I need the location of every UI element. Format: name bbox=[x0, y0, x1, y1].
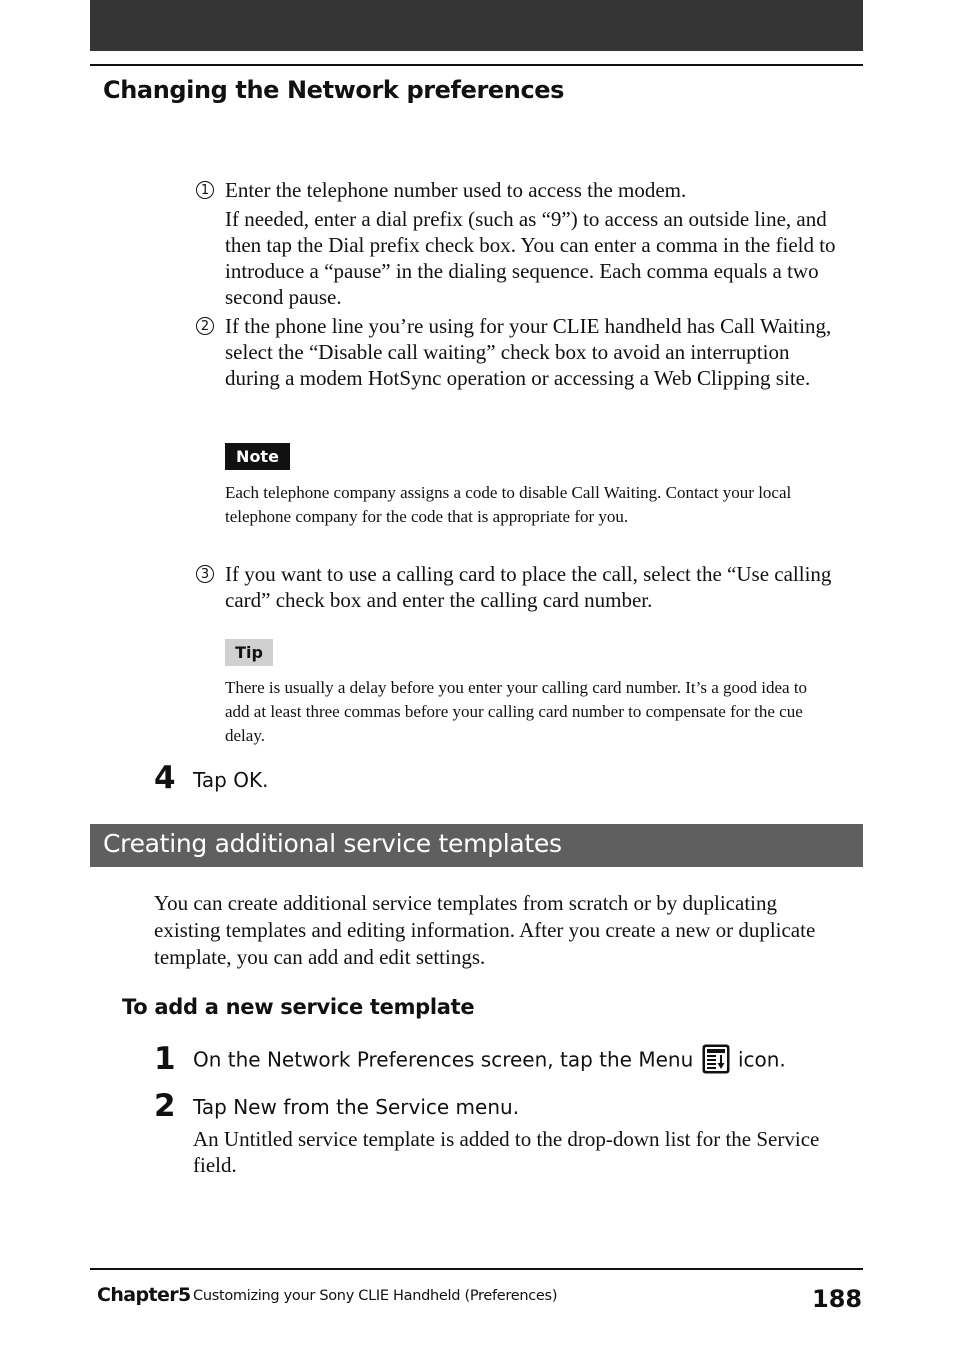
step-text: Tap OK. bbox=[193, 768, 269, 792]
footer-divider bbox=[90, 1268, 863, 1270]
note-label: Note bbox=[225, 443, 290, 470]
note-text: Each telephone company assigns a code to disable Call Waiting. Contact your local telephone company for the code that is appropriate for you. bbox=[225, 483, 792, 526]
step-text: If the phone line you’re using for your CLIE handheld has Call Waiting, select the “Disable call waiting” check box to avoid an interruption during a modem HotSync operation or accessing a Web Clipping site. bbox=[225, 314, 832, 390]
step-text-after: icon. bbox=[737, 1047, 786, 1072]
footer-chapter-title: Customizing your Sony CLIE Handheld (Preferences) bbox=[193, 1288, 558, 1304]
step-number-circle: 2 bbox=[196, 317, 214, 335]
step-detail: If needed, enter a dial prefix (such as “9”) to access an outside line, and then tap the Dial prefix check box. You can enter a comma in the field to introduce a “pause” in the dialing sequence. Each comma equals a two second pause. bbox=[225, 207, 836, 309]
step-text-line bbox=[193, 1046, 786, 1076]
step-text: Enter the telephone number used to access the modem. bbox=[225, 178, 687, 202]
step-number: 4 bbox=[154, 760, 176, 796]
footer-chapter: Chapter5 bbox=[97, 1284, 191, 1306]
step-number: 2 bbox=[154, 1088, 176, 1124]
step-number-circle: 3 bbox=[196, 565, 214, 583]
subheading: To add a new service template bbox=[122, 995, 475, 1019]
menu-icon bbox=[702, 1044, 730, 1074]
section-title: Changing the Network preferences bbox=[103, 76, 565, 104]
section-heading-bar bbox=[90, 824, 863, 867]
header-divider bbox=[90, 64, 863, 66]
step-text: Tap New from the Service menu. bbox=[193, 1095, 520, 1119]
step-text: If you want to use a calling card to place the call, select the “Use calling card” check box and enter the calling card number. bbox=[225, 562, 832, 612]
section-intro: You can create additional service templates from scratch or by duplicating existing templates and editing information. After you create a new or duplicate template, you can add and edit settings. bbox=[154, 891, 816, 969]
step-detail: An Untitled service template is added to the drop-down list for the Service field. bbox=[193, 1127, 820, 1177]
top-banner bbox=[90, 0, 863, 51]
step-text-before: On the Network Preferences screen, tap the Menu bbox=[193, 1047, 694, 1072]
step-number-circle: 1 bbox=[196, 181, 214, 199]
section-heading: Creating additional service templates bbox=[103, 829, 562, 858]
tip-text: There is usually a delay before you enter your calling card number. It’s a good idea to add at least three commas before your calling card number to compensate for the cue delay. bbox=[225, 678, 808, 745]
page-number: 188 bbox=[812, 1285, 863, 1313]
tip-label: Tip bbox=[225, 639, 273, 666]
step-number: 1 bbox=[154, 1041, 176, 1077]
